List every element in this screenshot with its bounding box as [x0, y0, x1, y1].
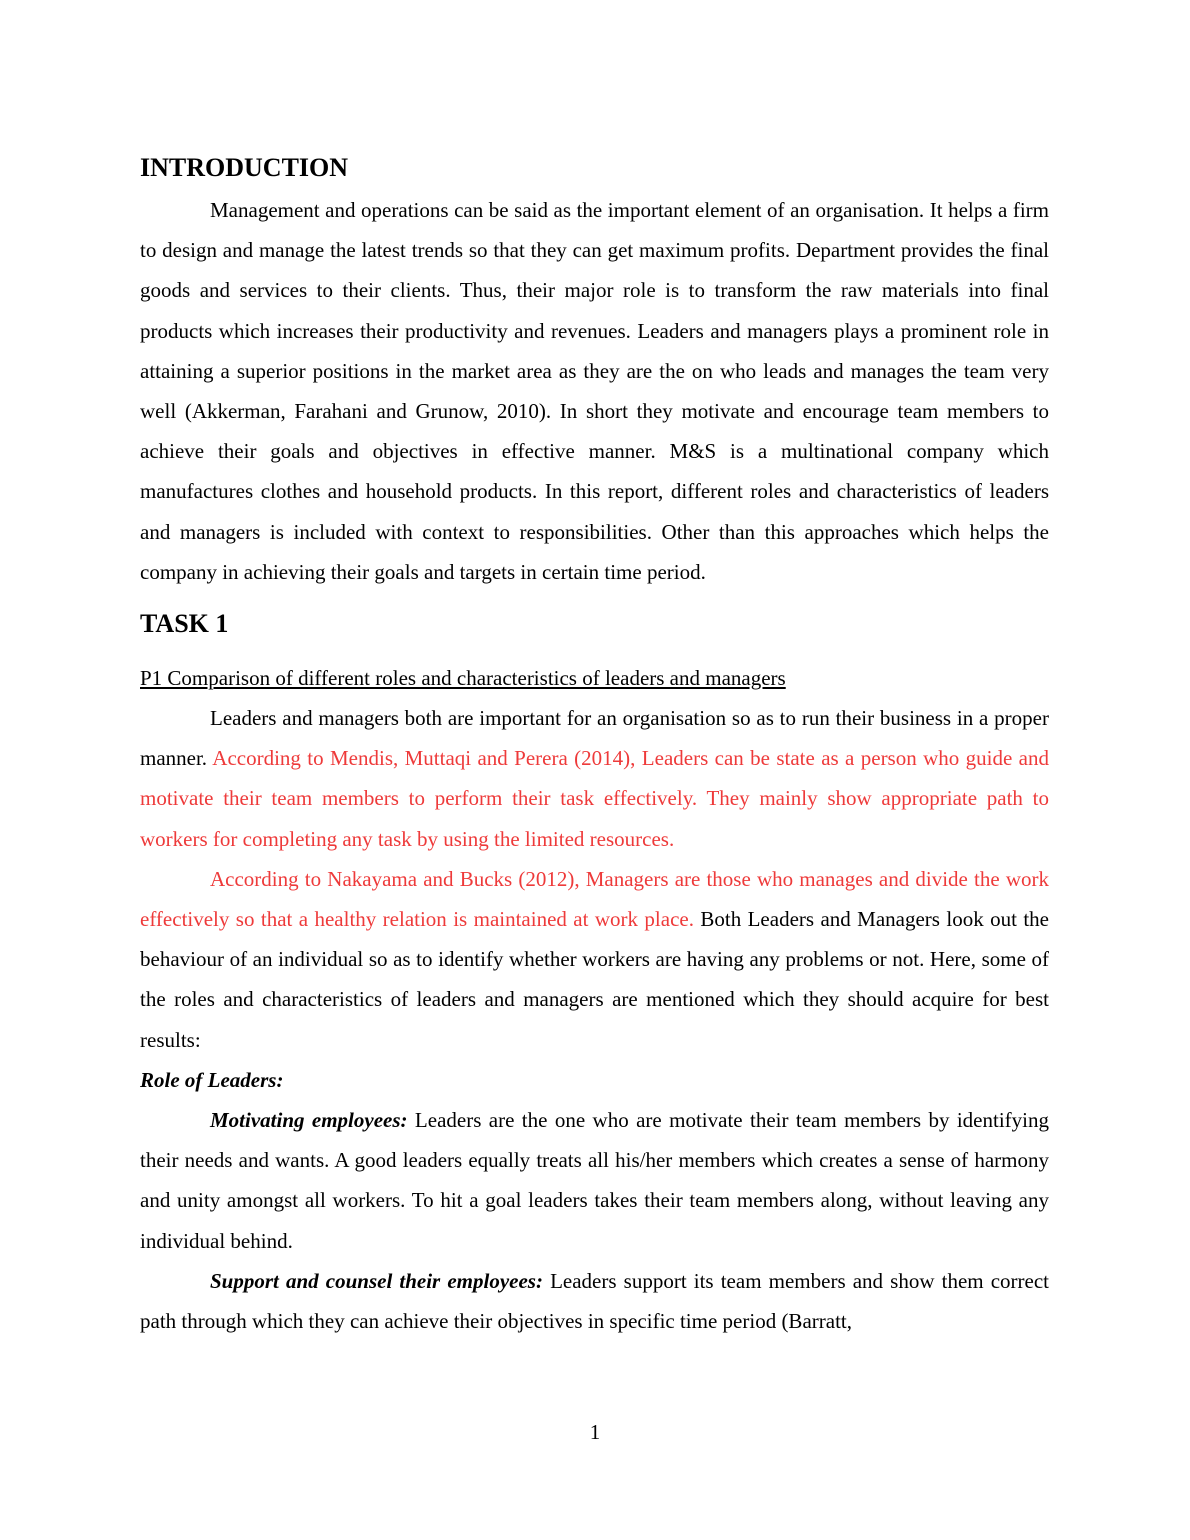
- motivating-employees-text: Leaders are the one who are motivate their team members by identifying their needs and wants. A good leaders equally treats all his/her members which creates a sense of harmony and unity amongst all workers. To hit a goal leaders takes their team members along, without leaving any individual behind.: [140, 1108, 1049, 1253]
- managers-definition-paragraph: [140, 859, 1049, 1060]
- managers-followup-text: Both Leaders and Managers look out the behaviour of an individual so as to identify whether workers are having any problems or not. Here, some of the roles and characteristics of leaders and managers are mentioned which they should acquire for best results:: [140, 907, 1049, 1052]
- role-of-leaders-heading: Role of Leaders:: [140, 1067, 284, 1092]
- introduction-paragraph: Management and operations can be said as the important element of an organisation. It helps a firm to design and manage the latest trends so that they can get maximum profits. Department provides the final goods and services to their clients. Thus, their major role is to transform the raw materials into final products which increases their productivity and revenues. Leaders and managers plays a prominent role in attaining a superior positions in the market area as they are the on who leads and manages the team very well (Akkerman, Farahani and Grunow, 2010). In short they motivate and encourage team members to achieve their goals and objectives in effective manner. M&S is a multinational company which manufactures clothes and household products. In this report, different roles and characteristics of leaders and managers is included with context to responsibilities. Other than this approaches which helps the company in achieving their goals and targets in certain time period.: [140, 198, 1049, 584]
- support-counsel-paragraph: [140, 1261, 1049, 1341]
- support-counsel-label: Support and counsel their employees:: [210, 1268, 543, 1293]
- managers-citation-text: According to Nakayama and Bucks (2012), Managers are those who manages and divide the work effectively so that a healthy relation is maintained at work place.: [140, 866, 1049, 932]
- support-counsel-text: Leaders support its team members and show them correct path through which they can achieve their objectives in specific time period (Barratt,: [140, 1268, 1050, 1334]
- task1-heading: TASK 1: [140, 609, 229, 639]
- page-content: [140, 148, 1049, 1341]
- p1-subheading: P1 Comparison of different roles and characteristics of leaders and managers: [140, 666, 786, 691]
- page-number: 1: [589, 1420, 601, 1444]
- leaders-citation-text: According to Mendis, Muttaqi and Perera (2014), Leaders can be state as a person who guide and motivate their team members to perform their task effectively. They mainly show appropriate path to workers for completing any task by using the limited resources.: [140, 746, 1049, 851]
- introduction-heading: INTRODUCTION: [140, 153, 349, 182]
- leaders-intro-text: Leaders and managers both are important for an organisation so as to run their business in a proper manner.: [140, 706, 1049, 771]
- leaders-definition-paragraph: [140, 698, 1049, 859]
- motivating-employees-label: Motivating employees:: [210, 1108, 408, 1133]
- motivating-employees-paragraph: [140, 1100, 1049, 1261]
